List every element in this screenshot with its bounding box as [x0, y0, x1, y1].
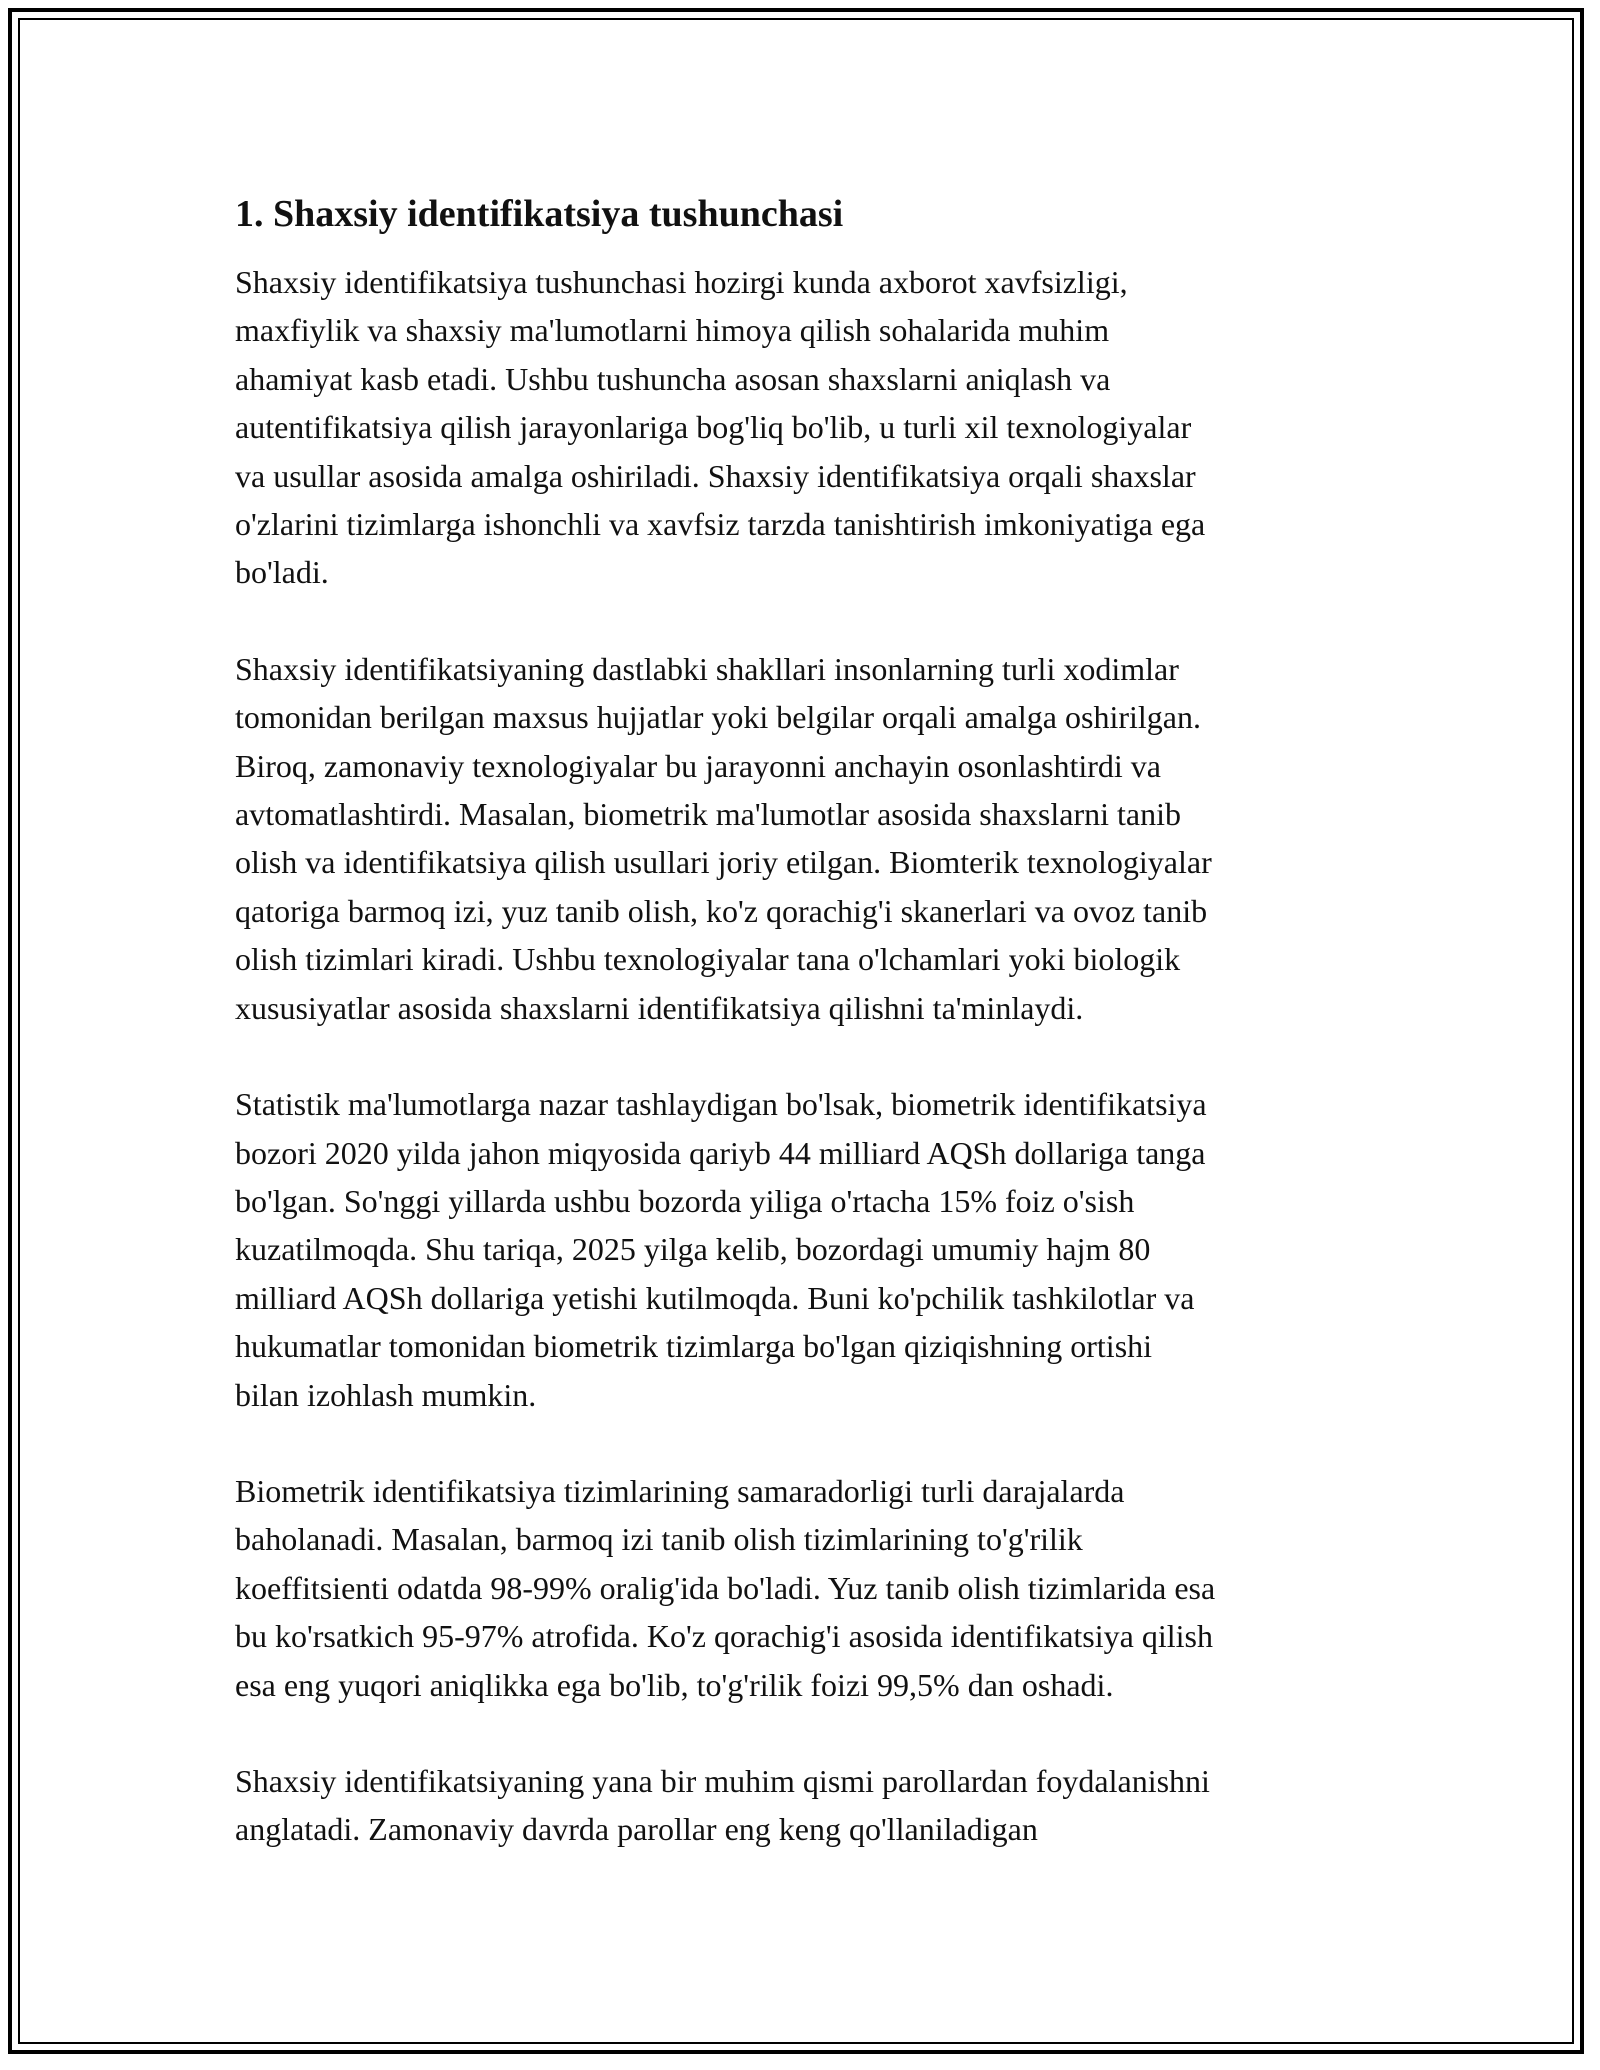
- paragraph-2: [235, 645, 1365, 1032]
- text-line: bu ko'rsatkich 95-97% atrofida. Ko'z qorachig'i asosida identifikatsiya qilish: [235, 1618, 1213, 1655]
- text-line: Shaxsiy identifikatsiya tushunchasi hozirgi kunda axborot xavfsizligi,: [235, 264, 1128, 300]
- text-line: maxfiylik va shaxsiy ma'lumotlarni himoya qilish sohalarida muhim: [235, 312, 1110, 349]
- text-line: Shaxsiy identifikatsiyaning yana bir muhim qismi parollardan foydalanishni: [235, 1762, 1210, 1799]
- section-heading: 1. Shaxsiy identifikatsiya tushunchasi: [235, 193, 844, 235]
- text-line: tomonidan berilgan maxsus hujjatlar yoki belgilar orqali amalga oshirilgan.: [235, 699, 1201, 736]
- text-line: autentifikatsiya qilish jarayonlariga bog'liq bo'lib, u turli xil texnologiyalar: [235, 409, 1192, 446]
- text-line: kuzatilmoqda. Shu tariqa, 2025 yilga kelib, bozordagi umumiy hajm 80: [235, 1231, 1151, 1268]
- text-line: bozori 2020 yilda jahon miqyosida qariyb 44 milliard AQSh dollariga tanga: [235, 1134, 1206, 1171]
- text-line: bilan izohlash mumkin.: [235, 1376, 537, 1413]
- text-line: Shaxsiy identifikatsiyaning dastlabki shakllari insonlarning turli xodimlar: [235, 650, 1179, 687]
- text-line: hukumatlar tomonidan biometrik tizimlarga bo'lgan qiziqishning ortishi: [235, 1328, 1153, 1365]
- text-line: xususiyatlar asosida shaxslarni identifikatsiya qilishni ta'minlaydi.: [235, 989, 1084, 1026]
- text-line: bo'lgan. So'nggi yillarda ushbu bozorda yiliga o'rtacha 15% foiz o'sish: [235, 1182, 1135, 1219]
- text-line: milliard AQSh dollariga yetishi kutilmoqda. Buni ko'pchilik tashkilotlar va: [235, 1279, 1195, 1316]
- text-line: Biometrik identifikatsiya tizimlarining samaradorligi turli darajalarda: [235, 1472, 1125, 1509]
- text-line: qatoriga barmoq izi, yuz tanib olish, ko'z qorachig'i skanerlari va ovoz tanib: [235, 892, 1208, 929]
- text-line: avtomatlashtirdi. Masalan, biometrik ma'lumotlar asosida shaxslarni tanib: [235, 796, 1181, 833]
- text-line: baholanadi. Masalan, barmoq izi tanib olish tizimlarining to'g'rilik: [235, 1521, 1083, 1558]
- text-line: anglatadi. Zamonaviy davrda parollar eng keng qo'llaniladigan: [235, 1811, 1038, 1848]
- paragraph-1: [235, 258, 1365, 597]
- paragraph-5: [235, 1757, 1365, 1854]
- text-line: bo'ladi.: [235, 554, 329, 591]
- text-line: olish tizimlari kiradi. Ushbu texnologiyalar tana o'lchamlari yoki biologik: [235, 941, 1181, 978]
- paragraph-3: [235, 1080, 1365, 1419]
- text-line: koeffitsienti odatda 98-99% oralig'ida bo'ladi. Yuz tanib olish tizimlarida esa: [235, 1569, 1216, 1606]
- text-line: Biroq, zamonaviy texnologiyalar bu jarayonni anchayin osonlashtirdi va: [235, 747, 1161, 784]
- text-line: esa eng yuqori aniqlikka ega bo'lib, to'g'rilik foizi 99,5% dan oshadi.: [235, 1666, 1114, 1703]
- text-line: o'zlarini tizimlarga ishonchli va xavfsiz tarzda tanishtirish imkoniyatiga ega: [235, 506, 1206, 543]
- paragraph-4: [235, 1467, 1365, 1709]
- text-line: Statistik ma'lumotlarga nazar tashlaydigan bo'lsak, biometrik identifikatsiya: [235, 1086, 1207, 1123]
- text-line: va usullar asosida amalga oshiriladi. Shaxsiy identifikatsiya orqali shaxslar: [235, 457, 1196, 494]
- document-body: [235, 186, 1365, 1854]
- text-line: olish va identifikatsiya qilish usullari joriy etilgan. Biomterik texnologiyalar: [235, 844, 1212, 881]
- text-line: ahamiyat kasb etadi. Ushbu tushuncha asosan shaxslarni aniqlash va: [235, 360, 1111, 397]
